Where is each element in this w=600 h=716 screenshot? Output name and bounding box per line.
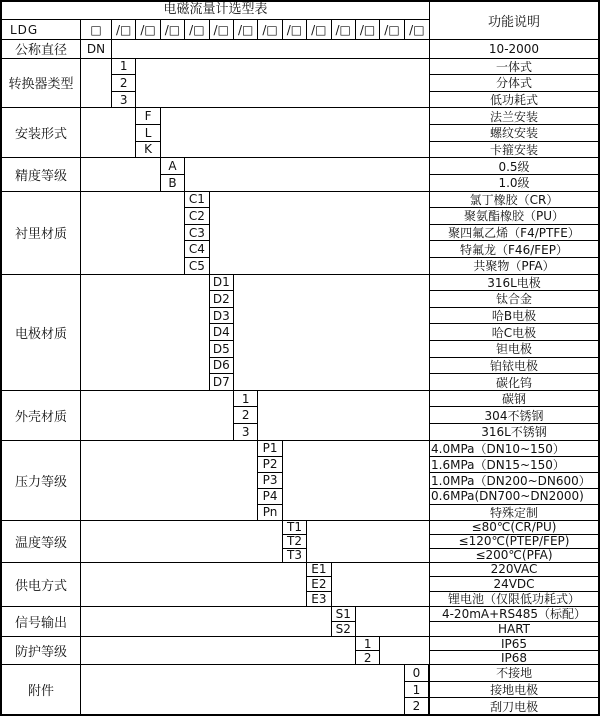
spacer — [283, 441, 430, 520]
table-title: 电磁流量计选型表 — [2, 2, 429, 20]
option-code-cell: C3 — [185, 225, 208, 242]
code-column — [307, 563, 331, 606]
option-code-cell: D4 — [210, 324, 233, 341]
spacer — [81, 391, 234, 440]
option-code-cell: P4 — [258, 489, 281, 505]
section-label: 衬里材质 — [2, 192, 81, 274]
option-desc-cell: HART — [497, 622, 531, 637]
model-slot: /□ — [136, 20, 160, 39]
option-desc-cell: 0.5级 — [430, 158, 598, 175]
spacer — [210, 192, 430, 274]
option-code-cell: 2 — [412, 699, 421, 714]
option-code-cell: Pn — [262, 505, 278, 520]
option-code-cell: K — [144, 142, 153, 157]
option-desc-cell: 锂电池（仅限低功耗式） — [447, 592, 580, 606]
option-desc-cell: ≤200℃(PFA) — [475, 548, 553, 562]
section-block — [2, 563, 598, 607]
section-label: 电极材质 — [2, 275, 81, 390]
code-column — [112, 59, 136, 108]
description-column — [430, 607, 598, 637]
option-code-cell: 3 — [119, 92, 128, 107]
section-label: 压力等级 — [2, 441, 81, 520]
option-code-cell: S1 — [332, 607, 355, 622]
model-slot: /□ — [234, 20, 258, 39]
option-code-cell: P1 — [258, 441, 281, 457]
option-code-cell: D5 — [210, 341, 233, 358]
code-column — [81, 40, 112, 58]
section-block — [2, 59, 598, 109]
section-block — [2, 607, 598, 638]
model-slot: /□ — [332, 20, 356, 39]
spacer — [81, 275, 210, 390]
option-desc-cell: 螺纹安装 — [430, 125, 598, 142]
option-code-cell: E2 — [307, 577, 330, 592]
spacer — [81, 59, 112, 108]
code-column — [210, 275, 234, 390]
spacer — [234, 275, 430, 390]
description-column — [430, 665, 598, 714]
model-slot: /□ — [210, 20, 234, 39]
description-column — [430, 40, 598, 58]
spacer — [112, 40, 430, 58]
description-column — [430, 158, 598, 190]
model-slot: /□ — [161, 20, 185, 39]
section-label: 供电方式 — [2, 563, 81, 606]
option-code-cell: D1 — [210, 275, 233, 292]
option-desc-cell: 低功耗式 — [489, 93, 538, 108]
option-desc-cell: 接地电极 — [430, 682, 598, 699]
option-desc-cell: 0.6MPa(DN700~DN2000) — [430, 489, 598, 505]
option-code-cell: F — [136, 108, 159, 125]
description-column — [430, 637, 598, 664]
code-column — [258, 441, 282, 520]
description-column — [430, 563, 598, 606]
section-block — [2, 637, 598, 665]
model-prefix: LDG — [2, 20, 81, 39]
option-code-cell: C5 — [188, 258, 205, 273]
spacer — [356, 607, 430, 637]
spacer — [332, 563, 430, 606]
section-block — [2, 391, 598, 441]
option-desc-cell: 10-2000 — [488, 41, 540, 56]
code-column — [283, 521, 307, 562]
option-desc-cell: 4.0MPa（DN10~150） — [430, 441, 598, 457]
option-desc-cell: 316L不锈钢 — [481, 425, 547, 440]
spacer — [81, 158, 161, 190]
option-desc-cell: 特氟龙（F46/FEP） — [430, 241, 598, 258]
spacer — [136, 59, 430, 108]
option-desc-cell: 碳化钨 — [495, 375, 532, 390]
spacer — [81, 563, 307, 606]
section-label: 外壳材质 — [2, 391, 81, 440]
option-code-cell: C1 — [185, 192, 208, 209]
spacer — [161, 108, 430, 157]
option-desc-cell: IP68 — [500, 651, 528, 665]
option-code-cell: D7 — [212, 375, 230, 390]
option-desc-cell: IP65 — [430, 637, 598, 651]
description-column — [430, 275, 598, 390]
code-column — [405, 665, 429, 714]
code-column — [136, 108, 160, 157]
section-label: 转换器类型 — [2, 59, 81, 108]
section-block — [2, 108, 598, 158]
model-slot: /□ — [112, 20, 136, 39]
description-column — [430, 192, 598, 274]
option-desc-cell: 1.0MPa（DN200~DN600） — [430, 473, 598, 489]
option-desc-cell: 共聚物（PFA） — [473, 259, 555, 274]
option-desc-cell: 氯丁橡胶（CR） — [430, 192, 598, 209]
option-code-cell: P2 — [258, 457, 281, 473]
option-desc-cell: 卡箍安装 — [489, 142, 538, 157]
model-slot: /□ — [409, 22, 425, 37]
option-desc-cell: 哈C电极 — [430, 324, 598, 341]
option-desc-cell: 一体式 — [430, 59, 598, 76]
code-column — [332, 607, 356, 637]
option-desc-cell: 1.0级 — [498, 176, 530, 191]
option-code-cell: DN — [86, 41, 106, 56]
option-desc-cell: 聚氨酯橡胶（PU） — [430, 208, 598, 225]
model-code-row — [2, 20, 429, 39]
option-desc-cell: 聚四氟乙烯（F4/PTFE） — [430, 225, 598, 242]
option-code-cell: T3 — [287, 548, 302, 562]
option-desc-cell: 24VDC — [430, 577, 598, 592]
option-code-cell: L — [136, 125, 159, 142]
option-desc-cell: 不接地 — [430, 665, 598, 682]
option-code-cell: E1 — [307, 563, 330, 578]
option-code-cell: 1 — [405, 682, 428, 699]
section-label: 防护等级 — [2, 637, 81, 664]
table-header — [2, 2, 598, 40]
option-code-cell: A — [161, 158, 184, 175]
option-code-cell: 0 — [405, 665, 428, 682]
spacer — [81, 441, 258, 520]
model-slot: /□ — [185, 20, 209, 39]
option-code-cell: 2 — [363, 651, 372, 665]
option-desc-cell: 刮刀电极 — [490, 699, 539, 714]
option-desc-cell: 铂铱电极 — [430, 358, 598, 375]
option-desc-cell: 4-20mA+RS485（标配） — [430, 607, 598, 622]
option-desc-cell: ≤80℃(CR/PU) — [430, 521, 598, 535]
section-block — [2, 521, 598, 563]
option-desc-cell: 钽电极 — [430, 341, 598, 358]
option-code-cell: B — [168, 175, 177, 190]
model-slot: /□ — [258, 20, 282, 39]
option-code-cell: C2 — [185, 208, 208, 225]
option-desc-cell: 特殊定制 — [489, 505, 538, 520]
description-column — [430, 59, 598, 108]
section-label: 附件 — [2, 665, 81, 714]
option-desc-cell: 哈B电极 — [430, 308, 598, 325]
section-label: 安装形式 — [2, 108, 81, 157]
spacer — [380, 637, 430, 664]
option-code-cell: S2 — [335, 622, 351, 637]
function-description-header: 功能说明 — [487, 15, 540, 30]
option-code-cell: 1 — [234, 391, 257, 408]
section-block — [2, 441, 598, 521]
option-code-cell: 2 — [234, 407, 257, 424]
spacer — [307, 521, 430, 562]
option-desc-cell: 碳钢 — [430, 391, 598, 408]
option-code-cell: D6 — [210, 358, 233, 375]
option-desc-cell: 法兰安装 — [430, 108, 598, 125]
section-label: 温度等级 — [2, 521, 81, 562]
option-code-cell: T1 — [283, 521, 306, 535]
section-label: 公称直径 — [2, 40, 81, 58]
description-column — [430, 521, 598, 562]
section-block — [2, 275, 598, 391]
spacer — [81, 607, 332, 637]
model-slot: /□ — [380, 20, 404, 39]
option-code-cell: 1 — [356, 637, 379, 651]
option-desc-cell: 316L电极 — [430, 275, 598, 292]
model-slot: /□ — [283, 20, 307, 39]
code-column — [356, 637, 380, 664]
spacer — [81, 637, 356, 664]
spacer — [81, 192, 185, 274]
description-column — [430, 391, 598, 440]
option-desc-cell: 1.6MPa（DN15~150） — [430, 457, 598, 473]
option-desc-cell: ≤120℃(PTEP/FEP) — [430, 535, 598, 549]
description-column — [430, 108, 598, 157]
section-label: 信号输出 — [2, 607, 81, 637]
description-column — [430, 441, 598, 520]
spacer — [81, 108, 136, 157]
section-block — [2, 192, 598, 275]
spacer — [81, 521, 283, 562]
model-slot-first: □ — [81, 20, 112, 39]
model-slot: /□ — [307, 20, 331, 39]
model-slot: /□ — [356, 20, 380, 39]
option-code-cell: P3 — [258, 473, 281, 489]
section-label: 精度等级 — [2, 158, 81, 190]
option-code-cell: E3 — [311, 592, 327, 606]
option-desc-cell: 304不锈钢 — [430, 407, 598, 424]
spacer — [185, 158, 430, 190]
option-code-cell: D3 — [210, 308, 233, 325]
option-code-cell: 1 — [112, 59, 135, 76]
header-left — [2, 2, 430, 39]
option-desc-cell: 220VAC — [430, 563, 598, 578]
option-code-cell: 2 — [112, 75, 135, 92]
diameter-block — [2, 40, 598, 59]
section-block — [2, 158, 598, 191]
option-desc-cell: 分体式 — [430, 75, 598, 92]
code-column — [185, 192, 209, 274]
spacer — [81, 665, 405, 714]
code-column — [161, 158, 185, 190]
section-block — [2, 665, 598, 714]
option-code-cell: T2 — [283, 535, 306, 549]
code-column — [234, 391, 258, 440]
option-code-cell: D2 — [210, 291, 233, 308]
option-code-cell: C4 — [185, 241, 208, 258]
option-desc-cell: 钛合金 — [430, 291, 598, 308]
spacer — [258, 391, 430, 440]
option-code-cell: 3 — [241, 424, 250, 439]
